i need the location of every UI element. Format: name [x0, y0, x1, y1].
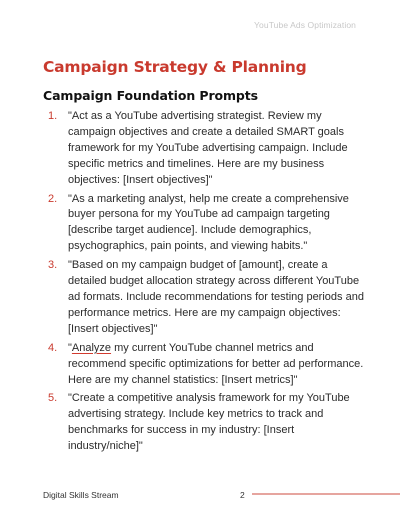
prompt-item-3 [48, 258, 368, 338]
prompt-text: "Create a competitive analysis framework for my YouTube advertising strategy. Include key metrics to track and benchmarks for success in my industry: [Insert industry/niche]" [68, 392, 350, 453]
prompt-item-5 [48, 391, 368, 455]
section-subtitle: Campaign Foundation Prompts [43, 88, 259, 103]
prompt-text: "Act as a YouTube advertising strategist. Review my campaign objectives and create a detailed SMART goals framework for my YouTube advertising campaign. Include specific metrics and timelines. Here are my business objectives: [Insert objectives]" [68, 110, 348, 186]
prompt-text-rest: my current YouTube channel metrics and recommend specific optimizations for better ad performance. Here are my channel statistics: [Insert metrics]" [68, 341, 364, 386]
prompt-number: 1. [48, 110, 58, 122]
footer-brand-label: Digital Skills Stream [43, 490, 119, 500]
running-header: YouTube Ads Optimization [254, 20, 356, 30]
prompt-item-1 [48, 109, 368, 189]
prompt-text-open-quote: " [68, 341, 72, 354]
prompt-item-4 [48, 341, 368, 389]
prompt-number: 2. [48, 192, 58, 205]
footer-divider [252, 493, 400, 495]
section-title: Campaign Strategy & Planning [43, 58, 307, 76]
page-number: 2 [240, 490, 245, 500]
prompt-list [48, 109, 368, 458]
prompt-item-2 [48, 192, 368, 256]
prompt-number: 5. [48, 392, 58, 405]
prompt-text: "As a marketing analyst, help me create a comprehensive buyer persona for my YouTube ad campaign targeting [describe target audience]. Include demographics, psychographics, pain points, and viewing habits." [68, 192, 349, 253]
prompt-number: 3. [48, 259, 58, 272]
prompt-text [68, 342, 363, 386]
prompt-text: "Based on my campaign budget of [amount], create a detailed budget allocation strategy across different YouTube ad formats. Include recommendations for testing periods and performance metrics. Here are my campaign objectives: [Insert objectives]" [68, 259, 364, 335]
prompt-number: 4. [48, 341, 58, 354]
spellcheck-flagged-word[interactable]: Analyze [71, 341, 112, 354]
